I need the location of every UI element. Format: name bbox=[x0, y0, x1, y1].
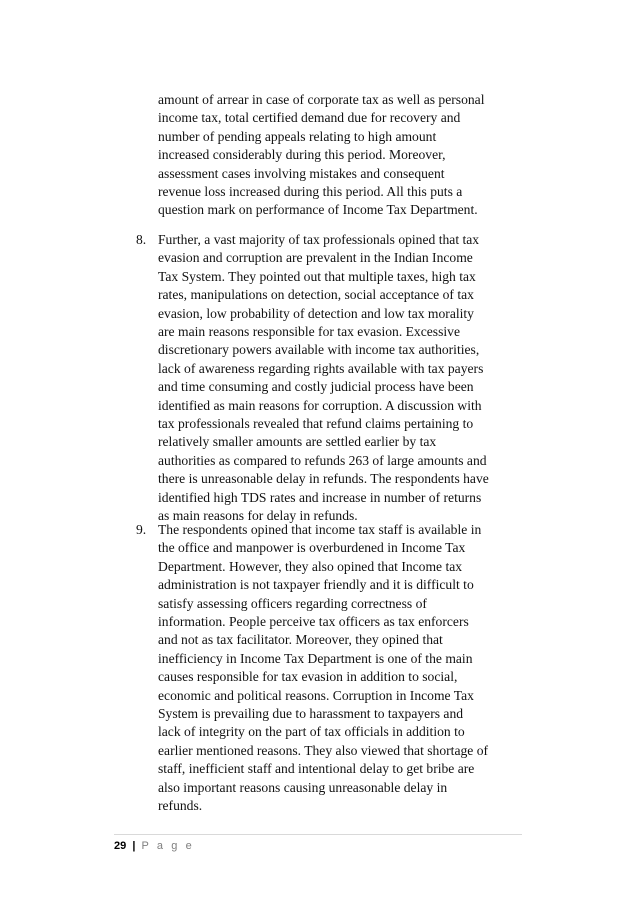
text-line: information. People perceive tax officers as tax enforcers bbox=[158, 614, 469, 630]
text-line: System is prevailing due to harassment to taxpayers and bbox=[158, 706, 464, 722]
list-item-text bbox=[158, 521, 538, 816]
text-line: assessment cases involving mistakes and consequent bbox=[158, 165, 445, 181]
text-line: discretionary powers available with income tax authorities, bbox=[158, 342, 480, 358]
text-line: authorities as compared to refunds 263 of large amounts and bbox=[158, 452, 487, 468]
text-line: Department. However, they also opined that Income tax bbox=[158, 558, 463, 574]
page-label: P a g e bbox=[141, 840, 195, 852]
text-line: and not as tax facilitator. Moreover, they opined that bbox=[158, 632, 443, 648]
text-line: causes responsible for tax evasion in addition to social, bbox=[158, 669, 458, 685]
text-line: tax professionals revealed that refund claims pertaining to bbox=[158, 416, 474, 432]
text-line: are main reasons responsible for tax evasion. Excessive bbox=[158, 324, 460, 340]
text-line: amount of arrear in case of corporate tax as well as personal bbox=[158, 92, 485, 107]
text-line: lack of integrity on the part of tax officials in addition to bbox=[158, 724, 465, 740]
page-number: 29 bbox=[114, 840, 127, 852]
text-line: number of pending appeals relating to high amount bbox=[158, 128, 437, 144]
text-line: administration is not taxpayer friendly and it is difficult to bbox=[158, 577, 474, 593]
text-line: Tax System. They pointed out that multiple taxes, high tax bbox=[158, 268, 476, 284]
list-item-8 bbox=[136, 231, 538, 526]
text-line: identified as main reasons for corruption. A discussion with bbox=[158, 397, 482, 413]
text-line: evasion and corruption are prevalent in the Indian Income bbox=[158, 250, 473, 266]
text-line: and time consuming and costly judicial process have been bbox=[158, 379, 474, 395]
page-footer bbox=[114, 839, 194, 853]
text-line: there is unreasonable delay in refunds. The respondents have bbox=[158, 471, 489, 487]
list-item-number: 9. bbox=[136, 522, 147, 537]
text-line: evasion, low probability of detection and low tax morality bbox=[158, 305, 474, 321]
text-line: economic and political reasons. Corruption in Income Tax bbox=[158, 687, 474, 703]
text-line: revenue loss increased during this period. All this puts a bbox=[158, 184, 463, 200]
list-item-text bbox=[158, 231, 538, 526]
text-line: inefficiency in Income Tax Department is one of the main bbox=[158, 650, 473, 666]
footer-separator: | bbox=[132, 840, 136, 852]
list-item-number: 8. bbox=[136, 232, 147, 247]
text-line: staff, inefficient staff and intentional delay to get bribe are bbox=[158, 761, 475, 777]
text-line: Further, a vast majority of tax professionals opined that tax bbox=[158, 232, 480, 247]
text-line: also important reasons causing unreasonable delay in bbox=[158, 779, 448, 795]
text-line: relatively smaller amounts are settled earlier by tax bbox=[158, 434, 437, 450]
text-line: satisfy assessing officers regarding correctness of bbox=[158, 595, 427, 611]
text-line: earlier mentioned reasons. They also viewed that shortage of bbox=[158, 742, 489, 758]
text-line: rates, manipulations on detection, social acceptance of tax bbox=[158, 287, 474, 303]
text-line: identified high TDS rates and increase in number of returns bbox=[158, 489, 482, 505]
text-line: lack of awareness regarding rights available with tax payers bbox=[158, 360, 484, 376]
text-line: question mark on performance of Income Tax Department. bbox=[158, 202, 478, 218]
text-line: as main reasons for delay in refunds. bbox=[158, 508, 358, 524]
list-item-9 bbox=[136, 521, 538, 816]
text-line: the office and manpower is overburdened in Income Tax bbox=[158, 540, 466, 556]
footer-divider bbox=[114, 834, 522, 835]
text-line: The respondents opined that income tax staff is available in bbox=[158, 522, 482, 537]
text-line: increased considerably during this period. Moreover, bbox=[158, 147, 446, 163]
text-line: income tax, total certified demand due for recovery and bbox=[158, 110, 461, 126]
intro-paragraph bbox=[158, 91, 538, 220]
text-line: refunds. bbox=[158, 798, 203, 814]
